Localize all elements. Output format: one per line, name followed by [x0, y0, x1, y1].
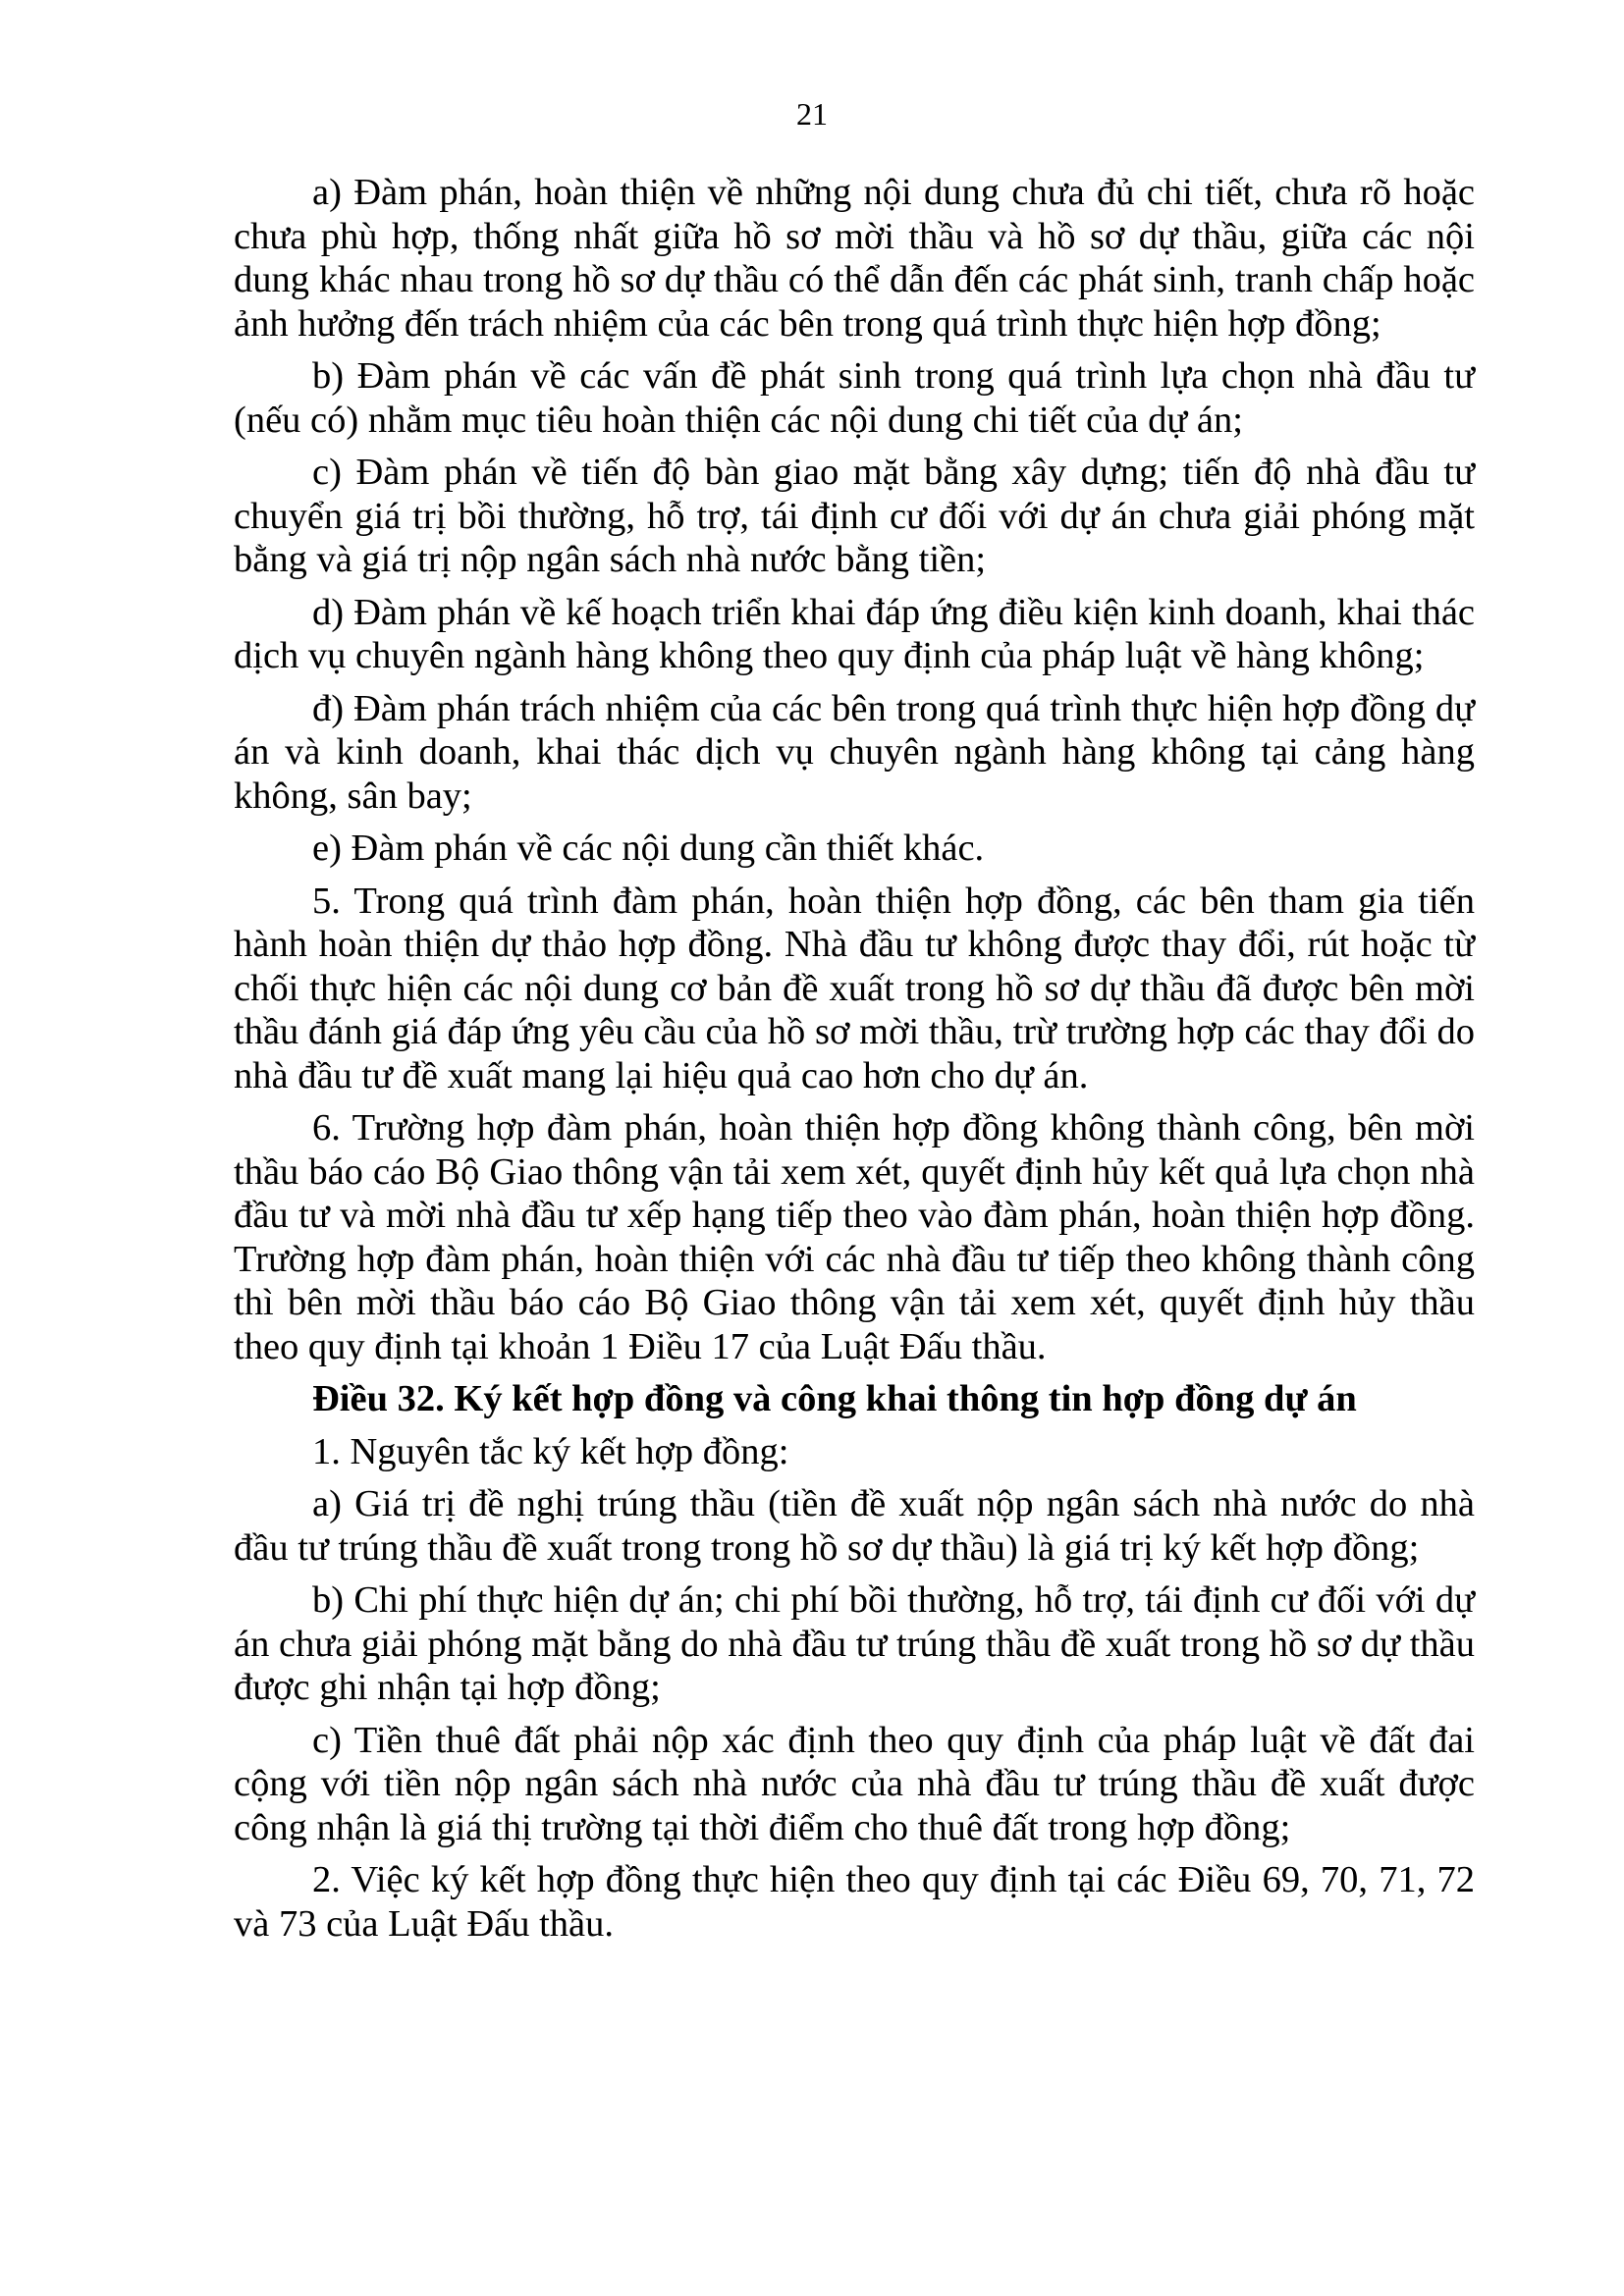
- article-32-heading: Điều 32. Ký kết hợp đồng và công khai thông tin hợp đồng dự án: [312, 1378, 1357, 1419]
- paragraph-clause-5: 5. Trong quá trình đàm phán, hoàn thiện hợp đồng, các bên tham gia tiến hành hoàn thiện dự thảo hợp đồng. Nhà đầu tư không được thay đổi, rút hoặc từ chối thực hiện các nội dung cơ bản đề xuất trong hồ sơ dự thầu đã được bên mời thầu đánh giá đáp ứng yêu cầu của hồ sơ mời thầu, trừ trường hợp các thay đổi do nhà đầu tư đề xuất mang lại hiệu quả cao hơn cho dự án.: [234, 880, 1475, 1096]
- paragraph-4b: b) Đàm phán về các vấn đề phát sinh trong quá trình lựa chọn nhà đầu tư (nếu có) nhằm mục tiêu hoàn thiện các nội dung chi tiết của dự án;: [234, 355, 1475, 441]
- paragraph-32-1a: a) Giá trị đề nghị trúng thầu (tiền đề xuất nộp ngân sách nhà nước do nhà đầu tư trúng thầu đề xuất trong trong hồ sơ dự thầu) là giá trị ký kết hợp đồng;: [234, 1483, 1475, 1569]
- paragraph-32-2: 2. Việc ký kết hợp đồng thực hiện theo quy định tại các Điều 69, 70, 71, 72 và 73 của Luật Đấu thầu.: [234, 1859, 1475, 1945]
- document-body: [234, 171, 1475, 1954]
- paragraph-32-1: 1. Nguyên tắc ký kết hợp đồng:: [312, 1430, 789, 1472]
- paragraph-4a: a) Đàm phán, hoàn thiện về những nội dung chưa đủ chi tiết, chưa rõ hoặc chưa phù hợp, thống nhất giữa hồ sơ mời thầu và hồ sơ dự thầu, giữa các nội dung khác nhau trong hồ sơ dự thầu có thể dẫn đến các phát sinh, tranh chấp hoặc ảnh hưởng đến trách nhiệm của các bên trong quá trình thực hiện hợp đồng;: [234, 172, 1475, 345]
- paragraph-clause-6: 6. Trường hợp đàm phán, hoàn thiện hợp đồng không thành công, bên mời thầu báo cáo Bộ Giao thông vận tải xem xét, quyết định hủy kết quả lựa chọn nhà đầu tư và mời nhà đầu tư xếp hạng tiếp theo vào đàm phán, hoàn thiện hợp đồng. Trường hợp đàm phán, hoàn thiện với các nhà đầu tư tiếp theo không thành công thì bên mời thầu báo cáo Bộ Giao thông vận tải xem xét, quyết định hủy thầu theo quy định tại khoản 1 Điều 17 của Luật Đấu thầu.: [234, 1107, 1475, 1367]
- paragraph-4d: d) Đàm phán về kế hoạch triển khai đáp ứng điều kiện kinh doanh, khai thác dịch vụ chuyên ngành hàng không theo quy định của pháp luật về hàng không;: [234, 591, 1475, 676]
- paragraph-4c: c) Đàm phán về tiến độ bàn giao mặt bằng xây dựng; tiến độ nhà đầu tư chuyển giá trị bồi thường, hỗ trợ, tái định cư đối với dự án chưa giải phóng mặt bằng và giá trị nộp ngân sách nhà nước bằng tiền;: [234, 452, 1475, 580]
- paragraph-4e: e) Đàm phán về các nội dung cần thiết khác.: [312, 828, 985, 869]
- paragraph-4dd: đ) Đàm phán trách nhiệm của các bên trong quá trình thực hiện hợp đồng dự án và kinh doanh, khai thác dịch vụ chuyên ngành hàng không tại cảng hàng không, sân bay;: [234, 687, 1475, 817]
- paragraph-32-1c: c) Tiền thuê đất phải nộp xác định theo quy định của pháp luật về đất đai cộng với tiền nộp ngân sách nhà nước của nhà đầu tư trúng thầu đề xuất được công nhận là giá thị trường tại thời điểm cho thuê đất trong hợp đồng;: [234, 1719, 1475, 1848]
- paragraph-32-1b: b) Chi phí thực hiện dự án; chi phí bồi thường, hỗ trợ, tái định cư đối với dự án chưa giải phóng mặt bằng do nhà đầu tư trúng thầu đề xuất trong hồ sơ dự thầu được ghi nhận tại hợp đồng;: [234, 1579, 1475, 1708]
- page-number: 21: [796, 96, 828, 132]
